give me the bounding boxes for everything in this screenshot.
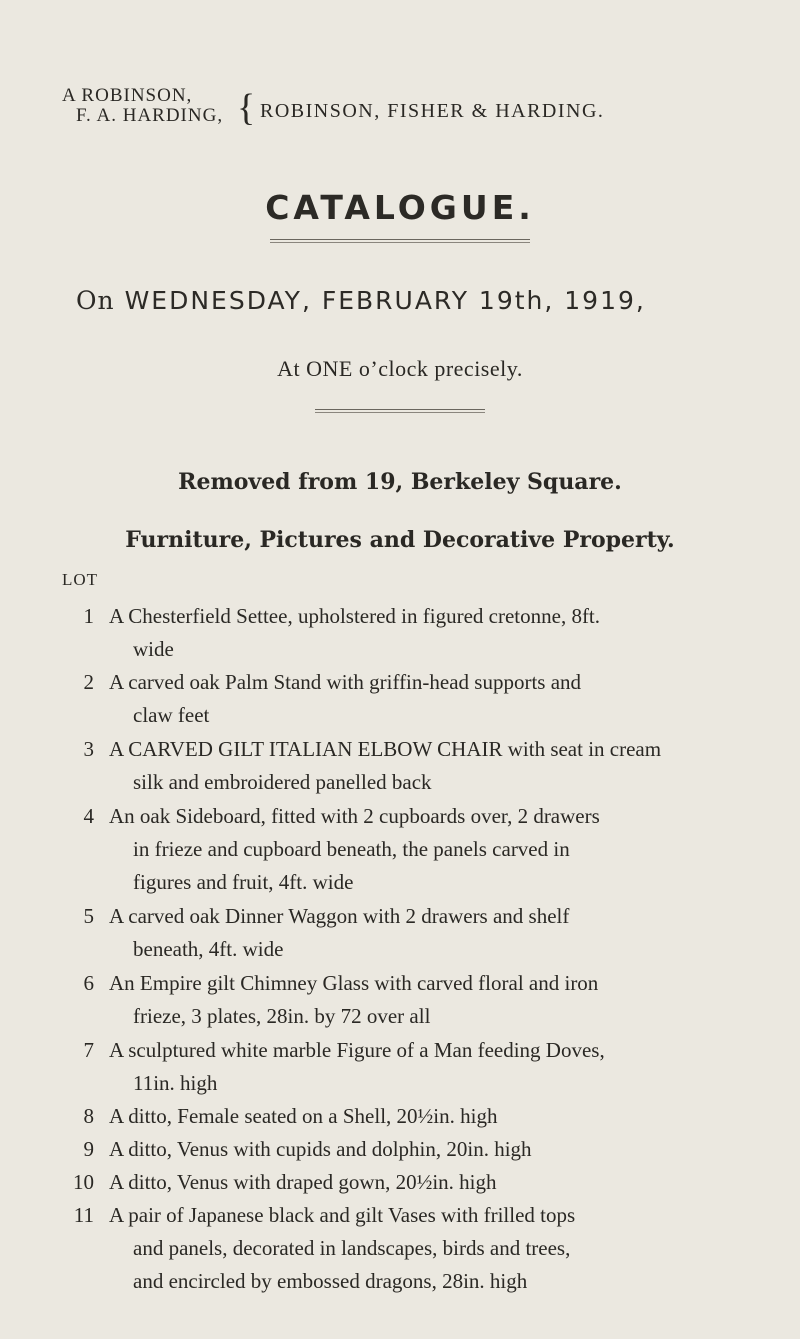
lot-number: 3 bbox=[83, 737, 94, 761]
firm-partner-2: F. A. HARDING, bbox=[76, 105, 224, 126]
divider-rule bbox=[270, 239, 530, 243]
removed-from-line: Removed from 19, Berkeley Square. bbox=[178, 469, 622, 495]
lot-number: 7 bbox=[83, 1038, 94, 1062]
lot-description-line: beneath, 4ft. wide bbox=[133, 937, 284, 961]
lot-description-line: A pair of Japanese black and gilt Vases with frilled tops bbox=[109, 1203, 576, 1227]
lot-description-line: and encircled by embossed dragons, 28in. high bbox=[133, 1269, 528, 1293]
lot-description-line: figures and fruit, 4ft. wide bbox=[133, 870, 354, 894]
lot-description bbox=[110, 1100, 800, 1133]
sale-time: At ONE o’clock precisely. bbox=[277, 356, 523, 381]
lot-number: 11 bbox=[73, 1203, 94, 1227]
lot-description-line: An Empire gilt Chimney Glass with carved floral and iron bbox=[109, 971, 599, 995]
lot-description-line: wide bbox=[133, 637, 174, 661]
lot-number: 6 bbox=[83, 971, 94, 995]
lot-description-line: claw feet bbox=[133, 703, 210, 727]
lot-description bbox=[110, 1199, 800, 1298]
lot-number: 1 bbox=[83, 604, 94, 628]
lot-description-line: A CARVED GILT ITALIAN ELBOW CHAIR with seat in cream bbox=[109, 737, 662, 761]
lot-number: 10 bbox=[73, 1170, 94, 1194]
lot-description bbox=[110, 900, 800, 966]
divider-rule bbox=[315, 409, 485, 413]
sale-date-line bbox=[76, 286, 776, 315]
lot-number: 8 bbox=[83, 1104, 94, 1128]
lot-description bbox=[110, 1034, 800, 1100]
lot-number: 5 bbox=[83, 904, 94, 928]
lot-description-line: frieze, 3 plates, 28in. by 72 over all bbox=[133, 1004, 431, 1028]
lot-number: 4 bbox=[83, 804, 94, 828]
brace-glyph: { bbox=[237, 87, 256, 129]
lot-description-line: A ditto, Female seated on a Shell, 20½in. high bbox=[109, 1104, 498, 1128]
lot-description-line: An oak Sideboard, fitted with 2 cupboards over, 2 drawers bbox=[109, 804, 600, 828]
sale-date-prefix: On bbox=[76, 286, 115, 315]
lot-description-line: A ditto, Venus with cupids and dolphin, 20in. high bbox=[109, 1137, 532, 1161]
lot-column-header: LOT bbox=[62, 570, 99, 589]
lot-description bbox=[110, 733, 800, 799]
lot-description-line: 11in. high bbox=[133, 1071, 218, 1095]
lot-description-line: A carved oak Palm Stand with griffin-head supports and bbox=[109, 670, 582, 694]
firm-name: ROBINSON, FISHER & HARDING. bbox=[260, 100, 605, 122]
lot-description bbox=[110, 967, 800, 1033]
lot-description bbox=[110, 800, 800, 899]
lot-description-line: A carved oak Dinner Waggon with 2 drawers and shelf bbox=[109, 904, 570, 928]
firm-header bbox=[62, 86, 762, 146]
lot-description-line: silk and embroidered panelled back bbox=[133, 770, 432, 794]
section-heading: Furniture, Pictures and Decorative Property. bbox=[125, 527, 675, 553]
lot-description bbox=[110, 600, 800, 666]
lot-description-line: in frieze and cupboard beneath, the panels carved in bbox=[133, 837, 570, 861]
lot-number: 9 bbox=[83, 1137, 94, 1161]
firm-partners bbox=[62, 86, 223, 126]
sale-date: WEDNESDAY, FEBRUARY 19th, 1919, bbox=[124, 286, 646, 315]
lot-description-line: A sculptured white marble Figure of a Man feeding Doves, bbox=[109, 1038, 605, 1062]
catalogue-title: CATALOGUE. bbox=[265, 188, 535, 227]
lot-description-line: and panels, decorated in landscapes, birds and trees, bbox=[133, 1236, 571, 1260]
lot-description-line: A Chesterfield Settee, upholstered in figured cretonne, 8ft. bbox=[109, 604, 601, 628]
lot-description bbox=[110, 666, 800, 732]
lot-description-line: A ditto, Venus with draped gown, 20½in. high bbox=[109, 1170, 497, 1194]
lot-description bbox=[110, 1166, 800, 1199]
lot-description bbox=[110, 1133, 800, 1166]
lot-number: 2 bbox=[83, 670, 94, 694]
firm-partner-1: A ROBINSON, bbox=[62, 85, 193, 106]
